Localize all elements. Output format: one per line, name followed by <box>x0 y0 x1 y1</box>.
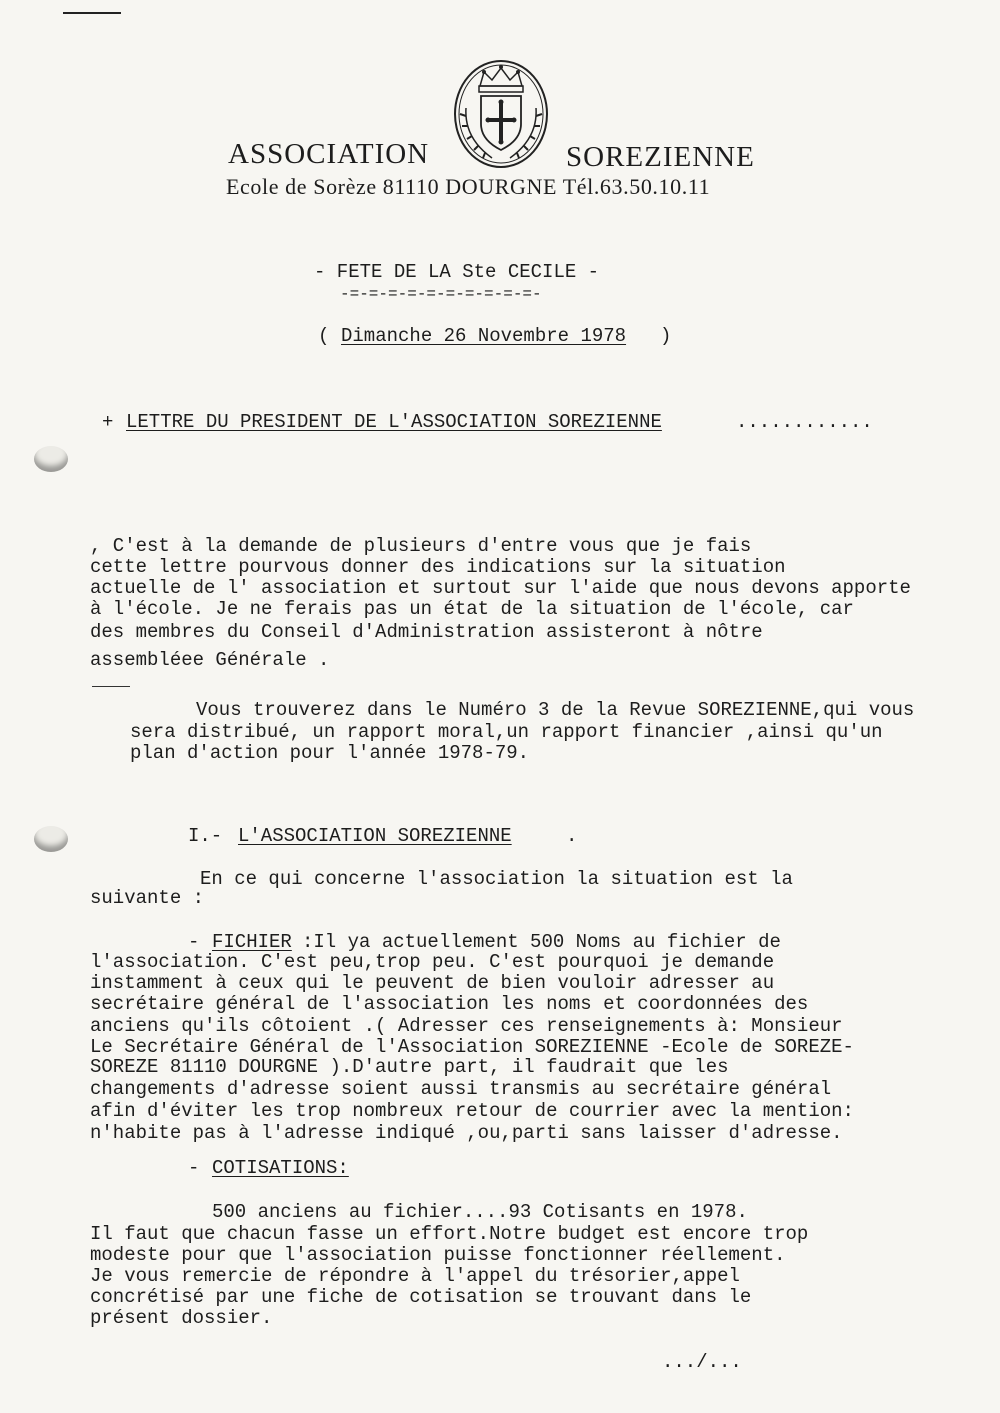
event-date-open: ( <box>318 325 330 347</box>
fichier-line: n'habite pas à l'adresse indiqué ,ou,parti sans laisser d'adresse. <box>90 1122 843 1144</box>
event-title-underline: -=-=-=-=-=-=-=-=-=-=- <box>340 285 542 303</box>
intro-line: assembléee Générale . <box>90 649 330 671</box>
fichier-line: anciens qu'ils côtoient .( Adresser ces renseignements à: Monsieur <box>90 1015 843 1037</box>
cotisations-line: Je vous remercie de répondre à l'appel du trésorier,appel <box>90 1265 740 1287</box>
fichier-label: FICHIER <box>212 931 292 953</box>
intro-line: des membres du Conseil d'Administration assisteront à nôtre <box>90 621 763 643</box>
section-intro-line: suivante : <box>90 887 205 909</box>
fichier-dash: - <box>188 931 200 953</box>
fichier-line: Le Secrétaire Général de l'Association SOREZIENNE -Ecole de SOREZE- <box>90 1036 854 1058</box>
punch-hole-top <box>34 446 68 472</box>
fichier-line: instamment à ceux qui le peuvent de bien vouloir adresser au <box>90 972 775 994</box>
intro-line: à l'école. Je ne ferais pas un état de la situation de l'école, car <box>90 598 854 620</box>
event-date: Dimanche 26 Novembre 1978 <box>341 325 627 347</box>
letter-heading: LETTRE DU PRESIDENT DE L'ASSOCIATION SOREZIENNE <box>126 411 662 433</box>
cotisations-line: modeste pour que l'association puisse fonctionner réellement. <box>90 1244 786 1266</box>
continued-marker: .../... <box>662 1351 742 1373</box>
section-title: L'ASSOCIATION SOREZIENNE <box>238 825 512 847</box>
letterhead-sorezienne: SOREZIENNE <box>566 141 755 173</box>
fichier-line: SOREZE 81110 DOURGNE ).D'autre part, il faudrait que les <box>90 1056 729 1078</box>
fichier-line: secrétaire général de l'association les noms et coordonnées des <box>90 993 809 1015</box>
cotisations-label: COTISATIONS: <box>212 1157 349 1179</box>
punch-hole-bottom <box>34 826 68 852</box>
revue-line: Vous trouverez dans le Numéro 3 de la Revue SOREZIENNE,qui vous <box>196 699 915 721</box>
intro-line: actuelle de l' association et surtout sur l'aide que nous devons apporte <box>90 577 911 599</box>
heading-dots: ............ <box>736 411 873 433</box>
event-date-close: ) <box>660 325 672 347</box>
cotisations-line: Il faut que chacun fasse un effort.Notre budget est encore trop <box>90 1223 809 1245</box>
cotisations-line: présent dossier. <box>90 1307 273 1329</box>
intro-line: cette lettre pourvous donner des indications sur la situation <box>90 556 786 578</box>
event-title: - FETE DE LA Ste CECILE - <box>314 261 600 283</box>
letterhead-association: ASSOCIATION <box>228 138 430 170</box>
fichier-line: changements d'adresse soient aussi transmis au secrétaire général <box>90 1078 832 1100</box>
top-margin-mark <box>63 12 121 14</box>
section-title-end: . <box>566 825 578 847</box>
fichier-line: afin d'éviter les trop nombreux retour de courrier avec la mention: <box>90 1100 854 1122</box>
section-number: I.- <box>188 825 223 847</box>
fichier-line: l'association. C'est peu,trop peu. C'est pourquoi je demande <box>90 951 775 973</box>
margin-dash <box>92 686 130 687</box>
section-intro-line: En ce qui concerne l'association la situation est la <box>200 868 793 890</box>
cotisations-line: concrétisé par une fiche de cotisation se trouvant dans le <box>90 1286 752 1308</box>
association-crest-logo <box>452 58 550 170</box>
letterhead-address: Ecole de Sorèze 81110 DOURGNE Tél.63.50.10.11 <box>226 174 711 199</box>
revue-line: plan d'action pour l'année 1978-79. <box>130 742 530 764</box>
fichier-first-line: :Il ya actuellement 500 Noms au fichier de <box>302 931 781 953</box>
cotisations-line: 500 anciens au fichier....93 Cotisants en 1978. <box>212 1201 748 1223</box>
intro-line: , C'est à la demande de plusieurs d'entre vous que je fais <box>90 535 752 557</box>
revue-line: sera distribué, un rapport moral,un rapport financier ,ainsi qu'un <box>130 721 883 743</box>
heading-prefix: + <box>102 411 114 433</box>
cotisations-dash: - <box>188 1157 200 1179</box>
